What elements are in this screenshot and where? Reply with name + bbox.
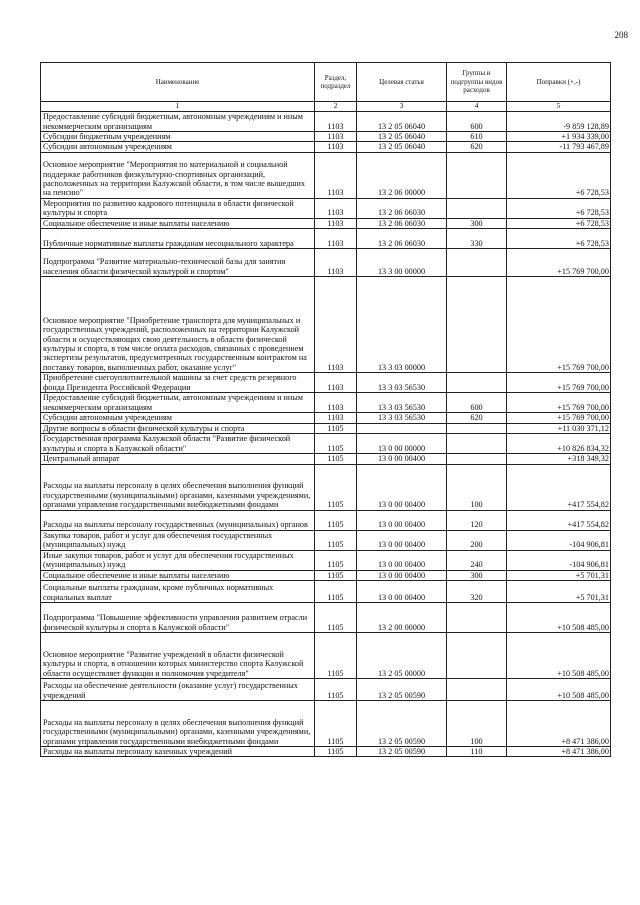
row-section: 1103: [315, 218, 357, 228]
row-target-article: 13 2 05 06040: [357, 132, 447, 142]
row-expense-group: 200: [447, 530, 507, 550]
row-section: 1103: [315, 373, 357, 393]
row-amendment: +15 769 700,00: [507, 413, 611, 423]
table-row: [41, 152, 611, 198]
row-expense-group: [447, 454, 507, 464]
row-target-article: 13 2 06 06030: [357, 229, 447, 249]
row-amendment: +417 554,82: [507, 464, 611, 510]
row-expense-group: [447, 434, 507, 454]
row-section: 1105: [315, 678, 357, 700]
row-section: 1103: [315, 393, 357, 413]
table-row: [41, 249, 611, 277]
row-target-article: 13 2 05 06040: [357, 142, 447, 152]
table-row: [41, 218, 611, 228]
row-expense-group: 110: [447, 746, 507, 756]
table-row: [41, 570, 611, 580]
table-row: [41, 530, 611, 550]
row-name: Субсидии бюджетным учреждениям: [41, 132, 315, 142]
row-section: 1105: [315, 530, 357, 550]
row-name: Центральный аппарат: [41, 454, 315, 464]
table-row: [41, 602, 611, 632]
row-amendment: -104 906,81: [507, 530, 611, 550]
row-amendment: +8 471 386,00: [507, 700, 611, 746]
row-name: Предоставление субсидий бюджетным, автономным учреждениям и иным некоммерческим организациям: [41, 112, 315, 132]
row-amendment: +15 769 700,00: [507, 249, 611, 277]
row-amendment: +5 701,31: [507, 570, 611, 580]
row-expense-group: 610: [447, 132, 507, 142]
table-row: [41, 678, 611, 700]
row-name: Предоставление субсидий бюджетным, автономным учреждениям и иным некоммерческим организациям: [41, 393, 315, 413]
row-section: 1103: [315, 277, 357, 373]
column-number: 4: [447, 102, 507, 112]
table-row: [41, 373, 611, 393]
column-number: 2: [315, 102, 357, 112]
row-name: Основное мероприятие "Развитие учреждений в области физической культуры и спорта, в отношении которых министерство спорта Калужской области осуществляет функции и полномочия учредителя": [41, 632, 315, 678]
table-row: [41, 112, 611, 132]
row-amendment: +10 826 834,32: [507, 434, 611, 454]
row-section: 1105: [315, 570, 357, 580]
row-section: 1105: [315, 434, 357, 454]
row-section: 1105: [315, 580, 357, 602]
row-expense-group: [447, 249, 507, 277]
row-amendment: +417 554,82: [507, 510, 611, 530]
row-amendment: -11 793 467,89: [507, 142, 611, 152]
row-expense-group: [447, 678, 507, 700]
row-name: Субсидии автономным учреждениям: [41, 413, 315, 423]
header-section: Раздел, подраздел: [315, 63, 357, 102]
table-body: [41, 112, 611, 757]
row-expense-group: [447, 152, 507, 198]
column-number: 5: [507, 102, 611, 112]
row-section: 1103: [315, 132, 357, 142]
row-section: 1105: [315, 423, 357, 433]
row-name: Расходы на обеспечение деятельности (оказание услуг) государственных учреждений: [41, 678, 315, 700]
row-target-article: 13 3 00 00000: [357, 249, 447, 277]
row-target-article: 13 2 05 00590: [357, 746, 447, 756]
row-expense-group: 120: [447, 510, 507, 530]
row-target-article: 13 0 00 00400: [357, 550, 447, 570]
table-row: [41, 632, 611, 678]
row-name: Мероприятия по развитию кадрового потенциала в области физической культуры и спорта: [41, 198, 315, 218]
budget-amendments-table: [40, 62, 611, 757]
row-target-article: [357, 423, 447, 433]
table-row: [41, 393, 611, 413]
row-section: 1103: [315, 142, 357, 152]
table-row: [41, 746, 611, 756]
row-target-article: 13 0 00 00400: [357, 570, 447, 580]
row-amendment: +1 934 339,00: [507, 132, 611, 142]
row-target-article: 13 3 03 56530: [357, 393, 447, 413]
row-expense-group: 300: [447, 218, 507, 228]
row-amendment: +6 728,53: [507, 218, 611, 228]
row-section: 1103: [315, 152, 357, 198]
row-amendment: +6 728,53: [507, 198, 611, 218]
row-name: Иные закупки товаров, работ и услуг для обеспечения государственных (муниципальных) нужд: [41, 550, 315, 570]
table-row: [41, 413, 611, 423]
table-row: [41, 510, 611, 530]
row-name: Основное мероприятие "Мероприятия по материальной и социальной поддержке работников физкультурно-спортивных организаций, расположенных на территории Калужской области, в том числе вышедших на пенсию": [41, 152, 315, 198]
row-expense-group: [447, 423, 507, 433]
table-row: [41, 277, 611, 373]
row-expense-group: 620: [447, 413, 507, 423]
row-expense-group: [447, 602, 507, 632]
row-target-article: 13 2 05 00590: [357, 700, 447, 746]
row-expense-group: [447, 373, 507, 393]
row-name: Расходы на выплаты персоналу в целях обеспечения выполнения функций государственными (муниципальными) органами, казенными учреждениями, органами управления государственными внебюджетными фондами: [41, 700, 315, 746]
row-target-article: 13 0 00 00400: [357, 510, 447, 530]
row-target-article: 13 0 00 00400: [357, 454, 447, 464]
row-expense-group: 600: [447, 112, 507, 132]
row-expense-group: [447, 198, 507, 218]
row-name: Подпрограмма "Повышение эффективности управления развитием отрасли физической культуры и спорта в Калужской области": [41, 602, 315, 632]
row-section: 1105: [315, 454, 357, 464]
table-row: [41, 229, 611, 249]
row-section: 1105: [315, 746, 357, 756]
row-amendment: +10 508 485,00: [507, 678, 611, 700]
row-amendment: -9 859 128,89: [507, 112, 611, 132]
row-target-article: 13 3 03 56530: [357, 413, 447, 423]
row-amendment: +6 728,53: [507, 229, 611, 249]
row-name: Социальное обеспечение и иные выплаты населению: [41, 218, 315, 228]
table-row: [41, 423, 611, 433]
header-amendments: Поправки (+,-): [507, 63, 611, 102]
column-number: 1: [41, 102, 315, 112]
row-expense-group: 240: [447, 550, 507, 570]
row-section: 1103: [315, 249, 357, 277]
row-amendment: -104 906,81: [507, 550, 611, 570]
row-amendment: +5 701,31: [507, 580, 611, 602]
row-name: Расходы на выплаты персоналу государственных (муниципальных) органов: [41, 510, 315, 530]
row-name: Публичные нормативные выплаты гражданам несоциального характера: [41, 229, 315, 249]
table-row: [41, 464, 611, 510]
row-name: Другие вопросы в области физической культуры и спорта: [41, 423, 315, 433]
table-row: [41, 142, 611, 152]
row-section: 1103: [315, 413, 357, 423]
table-row: [41, 132, 611, 142]
row-target-article: 13 2 05 00000: [357, 632, 447, 678]
row-name: Социальное обеспечение и иные выплаты населению: [41, 570, 315, 580]
row-expense-group: 100: [447, 464, 507, 510]
row-amendment: +15 769 700,00: [507, 373, 611, 393]
row-name: Субсидии автономным учреждениям: [41, 142, 315, 152]
row-amendment: +6 728,53: [507, 152, 611, 198]
row-expense-group: 600: [447, 393, 507, 413]
row-name: Социальные выплаты гражданам, кроме публичных нормативных социальных выплат: [41, 580, 315, 602]
row-section: 1105: [315, 510, 357, 530]
row-section: 1105: [315, 464, 357, 510]
table-row: [41, 454, 611, 464]
row-expense-group: [447, 277, 507, 373]
row-expense-group: 620: [447, 142, 507, 152]
row-section: 1105: [315, 632, 357, 678]
row-target-article: 13 2 06 00000: [357, 152, 447, 198]
row-name: Закупка товаров, работ и услуг для обеспечения государственных (муниципальных) нужд: [41, 530, 315, 550]
row-section: 1103: [315, 229, 357, 249]
column-number-row: [41, 102, 611, 112]
row-name: Расходы на выплаты персоналу в целях обеспечения выполнения функций государственными (муниципальными) органами, казенными учреждениями, органами управления государственными внебюджетными фондами: [41, 464, 315, 510]
row-amendment: +15 769 700,00: [507, 393, 611, 413]
row-target-article: 13 3 03 56530: [357, 373, 447, 393]
row-target-article: 13 2 05 06040: [357, 112, 447, 132]
row-target-article: 13 0 00 00400: [357, 580, 447, 602]
header-row: [41, 63, 611, 102]
row-target-article: 13 2 06 06030: [357, 218, 447, 228]
row-target-article: 13 2 00 00000: [357, 602, 447, 632]
header-target-article: Целевая статья: [357, 63, 447, 102]
row-target-article: 13 0 00 00400: [357, 464, 447, 510]
row-section: 1105: [315, 550, 357, 570]
row-amendment: +11 030 371,12: [507, 423, 611, 433]
row-expense-group: 330: [447, 229, 507, 249]
row-amendment: +10 508 485,00: [507, 632, 611, 678]
row-target-article: 13 2 06 06030: [357, 198, 447, 218]
row-expense-group: 320: [447, 580, 507, 602]
row-amendment: +15 769 700,00: [507, 277, 611, 373]
header-expense-groups: Группы и подгруппы видов расходов: [447, 63, 507, 102]
table-row: [41, 198, 611, 218]
row-section: 1105: [315, 700, 357, 746]
column-number: 3: [357, 102, 447, 112]
row-name: Основное мероприятие "Приобретение транспорта для муниципальных и государственных учреждений, расположенных на территории Калужской области и осуществляющих свою деятельность в области физической культуры и спорта, в том числе оплата расходов, связанных с проведением экспертизы результатов, предусмотренных государственным контрактом на поставку товаров, выполненных работ, оказание услуг": [41, 277, 315, 373]
table-row: [41, 700, 611, 746]
row-section: 1105: [315, 602, 357, 632]
row-target-article: 13 3 03 00000: [357, 277, 447, 373]
row-amendment: +10 508 485,00: [507, 602, 611, 632]
row-target-article: 13 2 05 00590: [357, 678, 447, 700]
row-name: Расходы на выплаты персоналу казенных учреждений: [41, 746, 315, 756]
row-target-article: 13 0 00 00000: [357, 434, 447, 454]
row-section: 1103: [315, 198, 357, 218]
row-name: Приобретение снегоуплотнительной машины за счет средств резервного фонда Президента Российской Федерации: [41, 373, 315, 393]
page-number: 208: [614, 30, 628, 40]
row-name: Подпрограмма "Развитие материально-технической базы для занятия населения области физической культурой и спортом": [41, 249, 315, 277]
row-name: Государственная программа Калужской области "Развитие физической культуры и спорта в Калужской области": [41, 434, 315, 454]
row-amendment: +318 349,32: [507, 454, 611, 464]
row-amendment: +8 471 386,00: [507, 746, 611, 756]
row-section: 1103: [315, 112, 357, 132]
row-expense-group: [447, 632, 507, 678]
header-name: Наименование: [41, 63, 315, 102]
row-target-article: 13 0 00 00400: [357, 530, 447, 550]
row-expense-group: 300: [447, 570, 507, 580]
table-row: [41, 580, 611, 602]
row-expense-group: 100: [447, 700, 507, 746]
table-row: [41, 550, 611, 570]
table-row: [41, 434, 611, 454]
